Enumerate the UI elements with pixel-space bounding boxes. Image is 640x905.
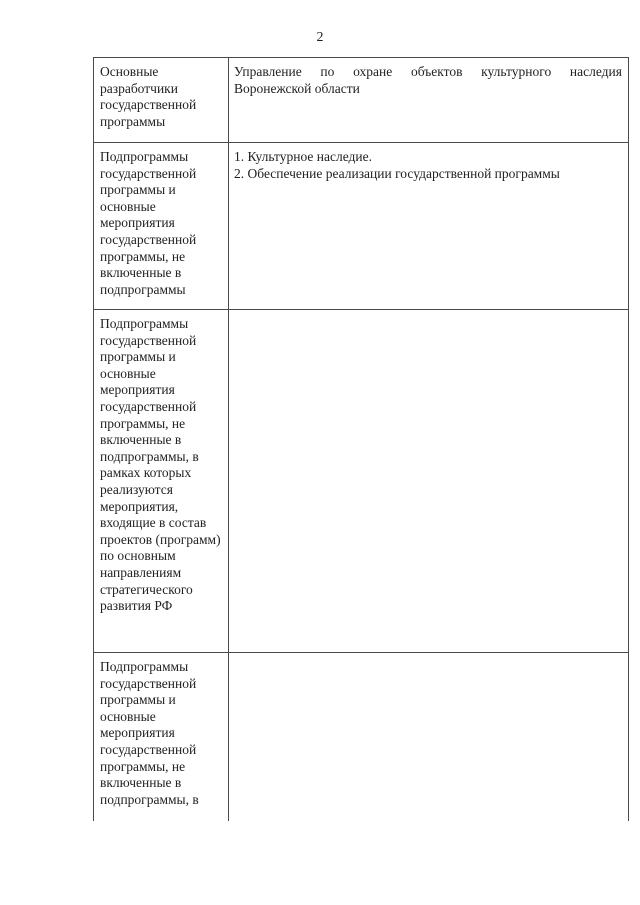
subprogram-item-1: 1. Культурное наследие. (234, 149, 372, 164)
row-label-strategic-projects: Подпрограммы государственной программы и основные мероприятия государственной программы, не включенные в подпрограммы, в рамках которых реализуются мероприятия, входящие в состав проектов (программ) по основным направлениям стратегического развития РФ (94, 310, 229, 653)
row-label-developers: Основные разработчики государственной программы (94, 58, 229, 143)
subprogram-item-2: 2. Обеспечение реализации государственной программы (234, 165, 560, 181)
row-value-developers: Управление по охране объектов культурного наследия Воронежской области (229, 58, 629, 143)
row-label-subprograms: Подпрограммы государственной программы и основные мероприятия государственной программы, не включенные в подпрограммы (94, 143, 229, 310)
table-row-developers (94, 58, 629, 143)
table-row-strategic-projects (94, 310, 629, 653)
table-row-continued (94, 653, 629, 822)
row-value-subprograms (229, 143, 629, 310)
passport-table (93, 57, 629, 821)
row-value-strategic-projects (229, 310, 629, 653)
table-row-subprograms (94, 143, 629, 310)
row-value-continued (229, 653, 629, 822)
row-label-continued: Подпрограммы государственной программы и основные мероприятия государственной программы, не включенные в подпрограммы, в (94, 653, 229, 822)
page-number: 2 (316, 30, 324, 45)
